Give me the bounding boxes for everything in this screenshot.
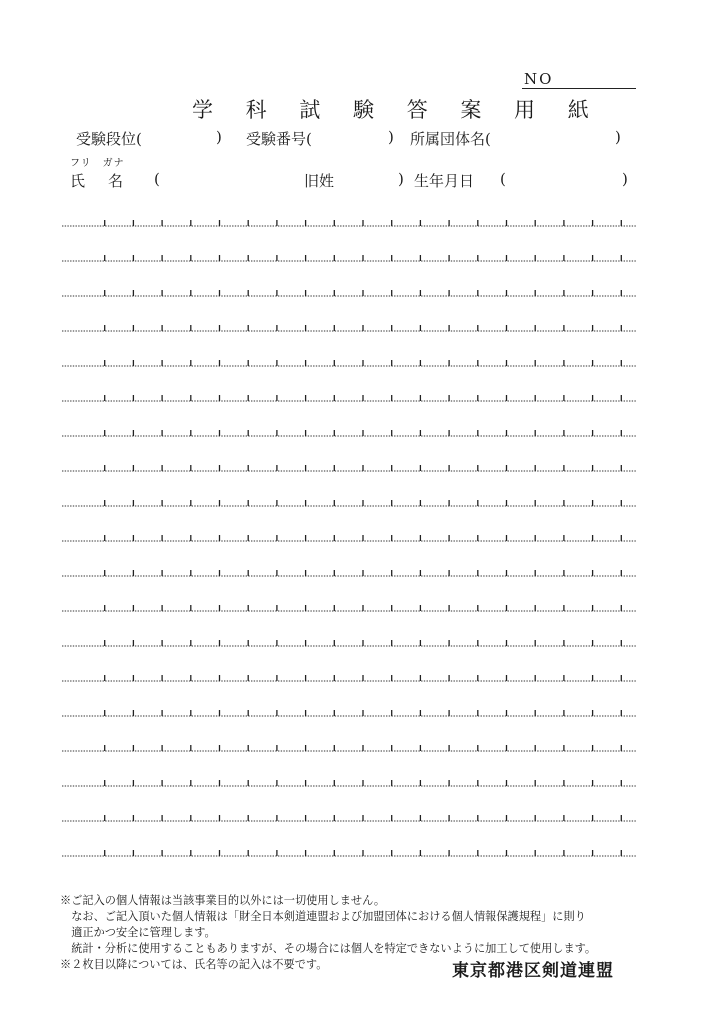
exam-number-label: 受験番号(	[246, 130, 312, 148]
answer-line[interactable]	[62, 220, 636, 226]
answer-line[interactable]	[62, 465, 636, 471]
birthdate-open: (	[500, 170, 506, 188]
name-label: 氏 名	[70, 172, 128, 190]
privacy-note-1: ※ご記入の個人情報は当該事業目的以外には一切使用しません。	[60, 894, 386, 907]
page-title: 学 科 試 験 答 案 用 紙	[192, 98, 602, 122]
answer-line[interactable]	[62, 710, 636, 716]
privacy-note-3: 適正かつ安全に管理します。	[60, 926, 216, 939]
former-name-label: 旧姓	[304, 172, 335, 190]
second-page-note: ※２枚目以降については、氏名等の記入は不要です。	[60, 958, 328, 971]
organization-close: )	[615, 128, 621, 146]
answer-line[interactable]	[62, 290, 636, 296]
name-open: (	[154, 170, 160, 188]
privacy-note-4: 統計・分析に使用することもありますが、その場合には個人を特定できないように加工して使用します。	[60, 942, 597, 955]
answer-line[interactable]	[62, 570, 636, 576]
answer-line[interactable]	[62, 535, 636, 541]
furigana-label: フリ ガナ	[70, 158, 125, 169]
answer-line[interactable]	[62, 780, 636, 786]
answer-line[interactable]	[62, 605, 636, 611]
birthdate-label: 生年月日	[414, 172, 475, 190]
exam-number-close: )	[388, 128, 394, 146]
privacy-note-2: なお、ご記入頂いた個人情報は「財全日本剣道連盟および加盟団体における個人情報保護規程」に則り	[60, 910, 586, 923]
answer-line[interactable]	[62, 500, 636, 506]
former-name-close: )	[398, 170, 404, 188]
answer-line[interactable]	[62, 640, 636, 646]
birthdate-close: )	[622, 170, 628, 188]
answer-line[interactable]	[62, 745, 636, 751]
answer-line[interactable]	[62, 255, 636, 261]
answer-line[interactable]	[62, 360, 636, 366]
answer-line[interactable]	[62, 815, 636, 821]
answer-line[interactable]	[62, 325, 636, 331]
number-label: NO	[524, 70, 554, 88]
answer-line[interactable]	[62, 430, 636, 436]
organization-label: 所属団体名(	[410, 130, 491, 148]
answer-line[interactable]	[62, 675, 636, 681]
answer-line[interactable]	[62, 395, 636, 401]
dan-close: )	[216, 128, 222, 146]
dan-label: 受験段位(	[76, 130, 142, 148]
organization-name: 東京都港区剣道連盟	[452, 961, 614, 981]
answer-line[interactable]	[62, 850, 636, 856]
